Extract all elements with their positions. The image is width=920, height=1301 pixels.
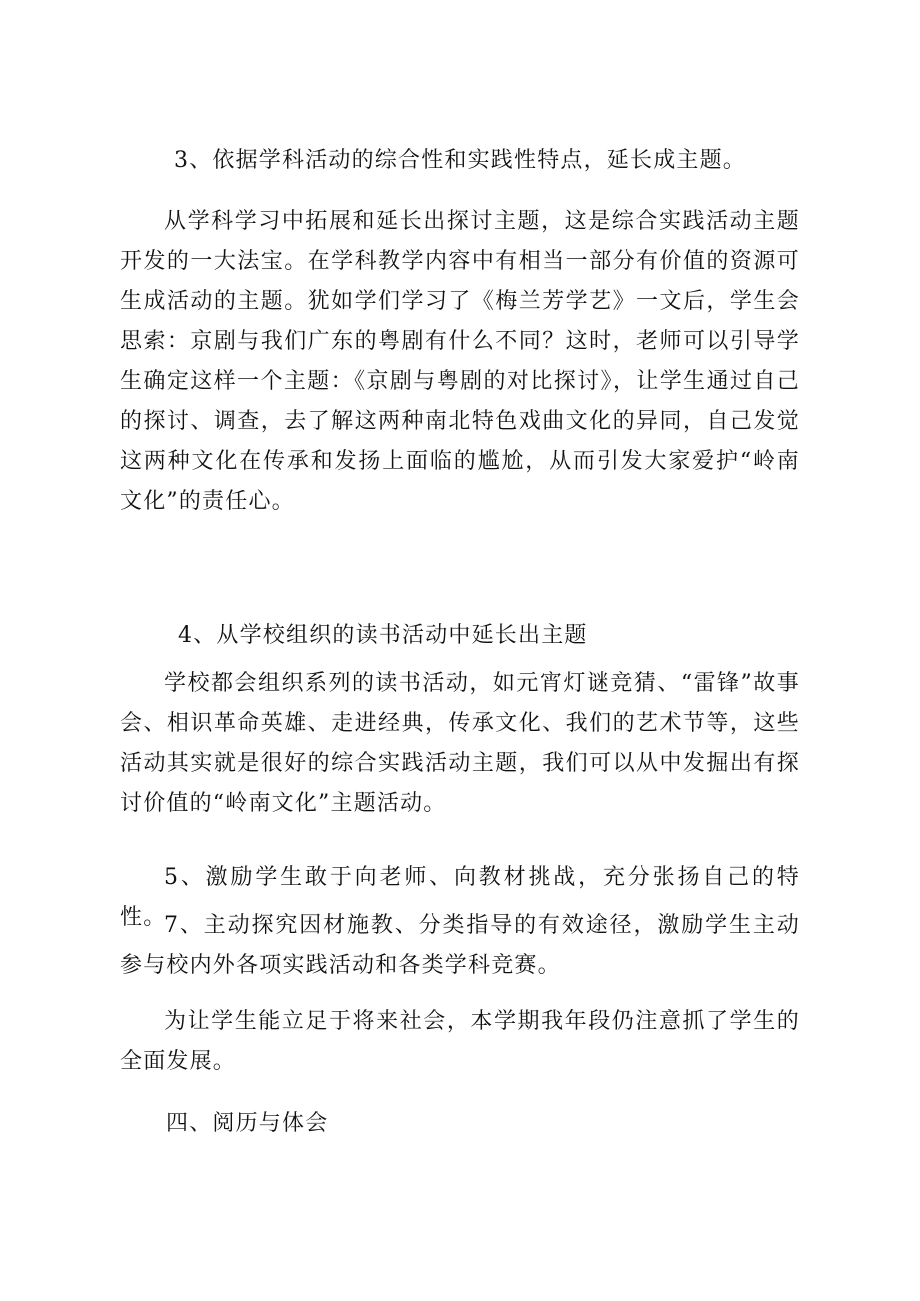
paragraph-reading-activities: 学校都会组织系列的读书活动，如元宵灯谜竞猜、“雷锋”故事会、相识革命英雄、走进经典，传承文化、我们的艺术节等，这些活动其实就是很好的综合实践活动主题，我们可以从中发掘出有探讨价值的“岭南文化”主题活动。	[120, 671, 800, 816]
list-item-7: 7、主动探究因材施教、分类指导的有效途径，激励学生主动参与校内外各项实践活动和各类学科竞赛。	[120, 913, 800, 978]
paragraph-overall-development: 为让学生能立足于将来社会，本学期我年段仍注意抓了学生的全面发展。	[120, 1009, 800, 1074]
heading-item-4: 4、从学校组织的读书活动中延长出主题	[178, 623, 588, 648]
list-item-5: 5、激励学生敢于向老师、向教材挑战，充分张扬自己的特性。	[120, 865, 800, 930]
paragraph-subject-extension: 从学科学习中拓展和延长出探讨主题，这是综合实践活动主题开发的一大法宝。在学科教学内容中有相当一部分有价值的资源可生成活动的主题。犹如学们学习了《梅兰芳学艺》一文后，学生会思索：京剧与我们广东的粤剧有什么不同？这时，老师可以引导学生确定这样一个主题：《京剧与粤剧的对比探讨》，让学生通过自己的探讨、调查，去了解这两种南北特色戏曲文化的异同，自己发觉这两种文化在传承和发扬上面临的尴尬，从而引发大家爱护“岭南文化”的责任心。	[120, 209, 800, 514]
heading-item-3: 3、依据学科活动的综合性和实践性特点，延长成主题。	[174, 148, 746, 173]
section-heading-experience: 四、阅历与体会	[166, 1111, 329, 1136]
